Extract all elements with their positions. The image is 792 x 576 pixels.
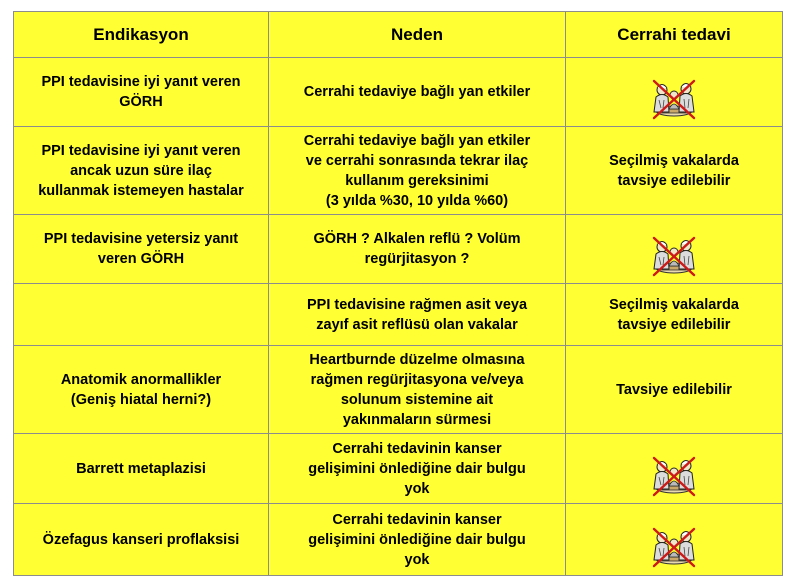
- crossed-out-surgeons-icon: [648, 526, 700, 568]
- cerrahi-cell: Seçilmiş vakalarda tavsiye edilebilir: [566, 127, 783, 215]
- header-row: [14, 12, 783, 58]
- cerrahi-cell: [566, 434, 783, 504]
- cerrahi-cell: Seçilmiş vakalarda tavsiye edilebilir: [566, 284, 783, 346]
- endikasyon-cell: Barrett metaplazisi: [14, 434, 269, 504]
- endikasyon-cell: PPI tedavisine yetersiz yanıt veren GÖRH: [14, 215, 269, 284]
- neden-cell: PPI tedavisine rağmen asit veya zayıf asit reflüsü olan vakalar: [269, 284, 566, 346]
- cerrahi-cell: Tavsiye edilebilir: [566, 346, 783, 434]
- neden-cell: Cerrahi tedaviye bağlı yan etkiler: [269, 58, 566, 127]
- table-row: [14, 346, 783, 434]
- endikasyon-cell: PPI tedavisine iyi yanıt veren ancak uzun süre ilaç kullanmak istemeyen hastalar: [14, 127, 269, 215]
- endikasyon-cell: Anatomik anormallikler (Geniş hiatal herni?): [14, 346, 269, 434]
- table-row: [14, 58, 783, 127]
- table-row: [14, 434, 783, 504]
- endikasyon-cell: Özefagus kanseri proflaksisi: [14, 504, 269, 576]
- crossed-out-surgeons-icon: [648, 235, 700, 277]
- neden-cell: Heartburnde düzelme olmasına rağmen regürjitasyona ve/veya solunum sistemine ait yakınmaların sürmesi: [269, 346, 566, 434]
- crossed-out-surgeons-icon: [648, 455, 700, 497]
- header-endikasyon: Endikasyon: [14, 12, 269, 58]
- indication-table: [13, 11, 783, 576]
- table-row: [14, 127, 783, 215]
- endikasyon-cell: PPI tedavisine iyi yanıt veren GÖRH: [14, 58, 269, 127]
- neden-cell: Cerrahi tedaviye bağlı yan etkiler ve cerrahi sonrasında tekrar ilaç kullanım gereksinimi (3 yılda %30, 10 yılda %60): [269, 127, 566, 215]
- cerrahi-cell: [566, 504, 783, 576]
- header-neden: Neden: [269, 12, 566, 58]
- cerrahi-cell: [566, 215, 783, 284]
- table-row: [14, 215, 783, 284]
- table-row: [14, 504, 783, 576]
- neden-cell: Cerrahi tedavinin kanser gelişimini önlediğine dair bulgu yok: [269, 504, 566, 576]
- neden-cell: GÖRH ? Alkalen reflü ? Volüm regürjitasyon ?: [269, 215, 566, 284]
- neden-cell: Cerrahi tedavinin kanser gelişimini önlediğine dair bulgu yok: [269, 434, 566, 504]
- header-cerrahi-tedavi: Cerrahi tedavi: [566, 12, 783, 58]
- cerrahi-cell: [566, 58, 783, 127]
- endikasyon-cell: [14, 284, 269, 346]
- indication-table-wrapper: [13, 11, 783, 576]
- table-row: [14, 284, 783, 346]
- crossed-out-surgeons-icon: [648, 78, 700, 120]
